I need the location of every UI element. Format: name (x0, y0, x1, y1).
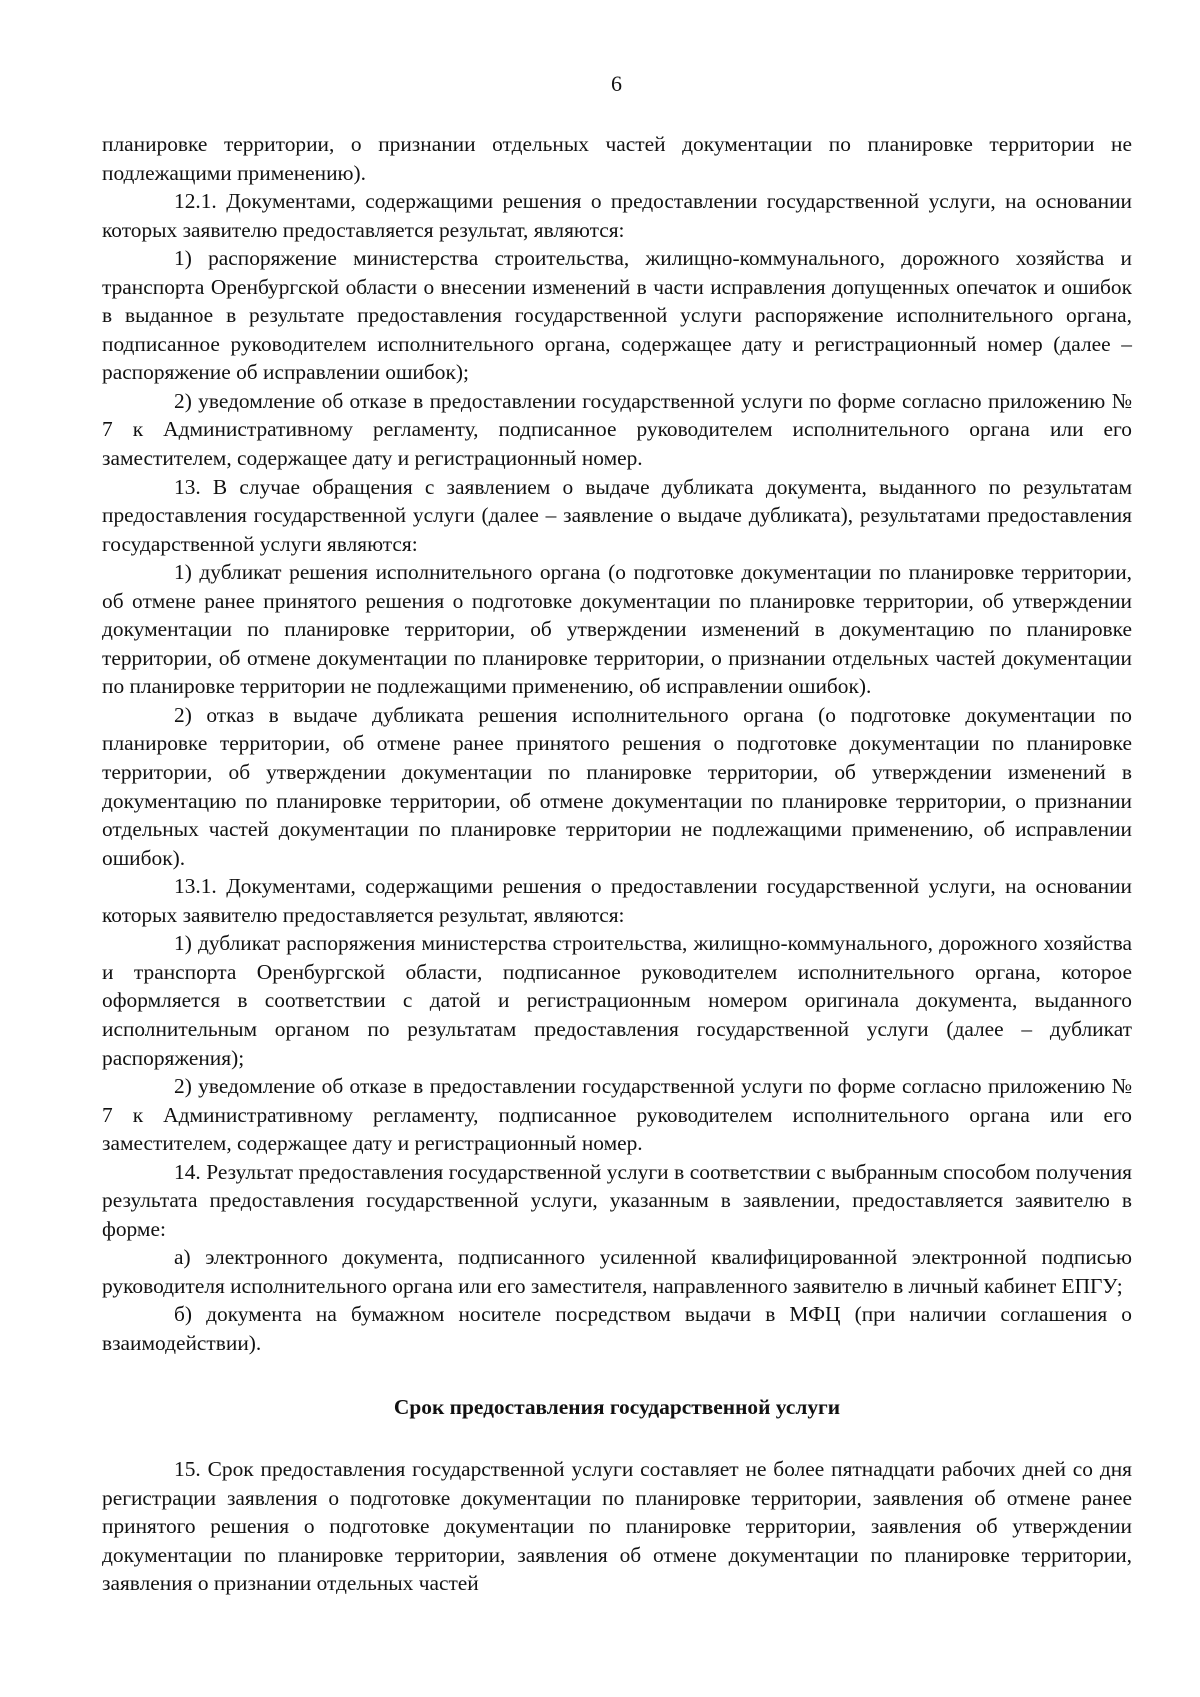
page-number: 6 (611, 71, 622, 96)
paragraph-13-1: 13.1. Документами, содержащими решения о предоставлении государственной услуги, на основании которых заявителю предоставляется результат, являются: (102, 874, 1132, 927)
document-body (102, 130, 1132, 1598)
paragraph-12-1: 12.1. Документами, содержащими решения о предоставлении государственной услуги, на основании которых заявителю предоставляется результат, являются: (102, 189, 1132, 242)
paragraph-14-item-b: б) документа на бумажном носителе посредством выдачи в МФЦ (при наличии соглашения о взаимодействии). (102, 1302, 1132, 1355)
paragraph-13-item-2: 2) отказ в выдаче дубликата решения исполнительного органа (о подготовке документации по планировке территории, об отмене ранее принятого решения о подготовке документации по планировке территории, об утверждении документации по планировке территории, об утверждении изменений в документацию по планировке территории, об отмене документации по планировке территории, о признании отдельных частей документации по планировке территории не подлежащими применению, об исправлении ошибок). (102, 702, 1132, 870)
paragraph-15: 15. Срок предоставления государственной услуги составляет не более пятнадцати рабочих дней со дня регистрации заявления о подготовке документации по планировке территории, заявления об отмене ранее принятого решения о подготовке документации по планировке территории, заявления об утверждении документации по планировке территории, заявления об отмене документации по планировке территории, заявления о признании отдельных частей (102, 1457, 1132, 1596)
section-heading: Срок предоставления государственной услуги (393, 1394, 841, 1419)
paragraph-13-item-1: 1) дубликат решения исполнительного органа (о подготовке документации по планировке территории, об отмене ранее принятого решения о подготовке документации по планировке территории, об утверждении документации по планировке территории, об утверждении изменений в документацию по планировке территории, об отмене документации по планировке территории, о признании отдельных частей документации по планировке территории не подлежащими применению, об исправлении ошибок). (102, 560, 1132, 699)
paragraph-14-item-a: а) электронного документа, подписанного усиленной квалифицированной электронной подписью руководителя исполнительного органа или его заместителя, направленного заявителю в личный кабинет ЕПГУ; (102, 1245, 1132, 1298)
paragraph-13-1-item-1: 1) дубликат распоряжения министерства строительства, жилищно-коммунального, дорожного хозяйства и транспорта Оренбургской области, подписанное руководителем исполнительного органа, которое оформляется в соответствии с датой и регистрационным номером оригинала документа, выданного исполнительным органом по результатам предоставления государственной услуги (далее – дубликат распоряжения); (102, 931, 1132, 1070)
paragraph-13: 13. В случае обращения с заявлением о выдаче дубликата документа, выданного по результатам предоставления государственной услуги (далее – заявление о выдаче дубликата), результатами предоставления государственной услуги являются: (102, 474, 1132, 556)
paragraph-continuation: планировке территории, о признании отдельных частей документации по планировке территории не подлежащими применению). (102, 132, 1132, 185)
paragraph-12-1-item-2: 2) уведомление об отказе в предоставлении государственной услуги по форме согласно приложению № 7 к Административному регламенту, подписанное руководителем исполнительного органа или его заместителем, содержащее дату и регистрационный номер. (102, 388, 1132, 471)
paragraph-12-1-item-1: 1) распоряжение министерства строительства, жилищно-коммунального, дорожного хозяйства и транспорта Оренбургской области о внесении изменений в части исправления допущенных опечаток и ошибок в выданное в результате предоставления государственной услуги распоряжение исполнительного органа, подписанное руководителем исполнительного органа, содержащее дату и регистрационный номер (далее – распоряжение об исправлении ошибок); (102, 246, 1132, 385)
paragraph-13-1-item-2: 2) уведомление об отказе в предоставлении государственной услуги по форме согласно приложению № 7 к Административному регламенту, подписанное руководителем исполнительного органа или его заместителем, содержащее дату и регистрационный номер. (102, 1074, 1132, 1156)
paragraph-14: 14. Результат предоставления государственной услуги в соответствии с выбранным способом получения результата предоставления государственной услуги, указанным в заявлении, предоставляется заявителю в форме: (102, 1159, 1132, 1241)
